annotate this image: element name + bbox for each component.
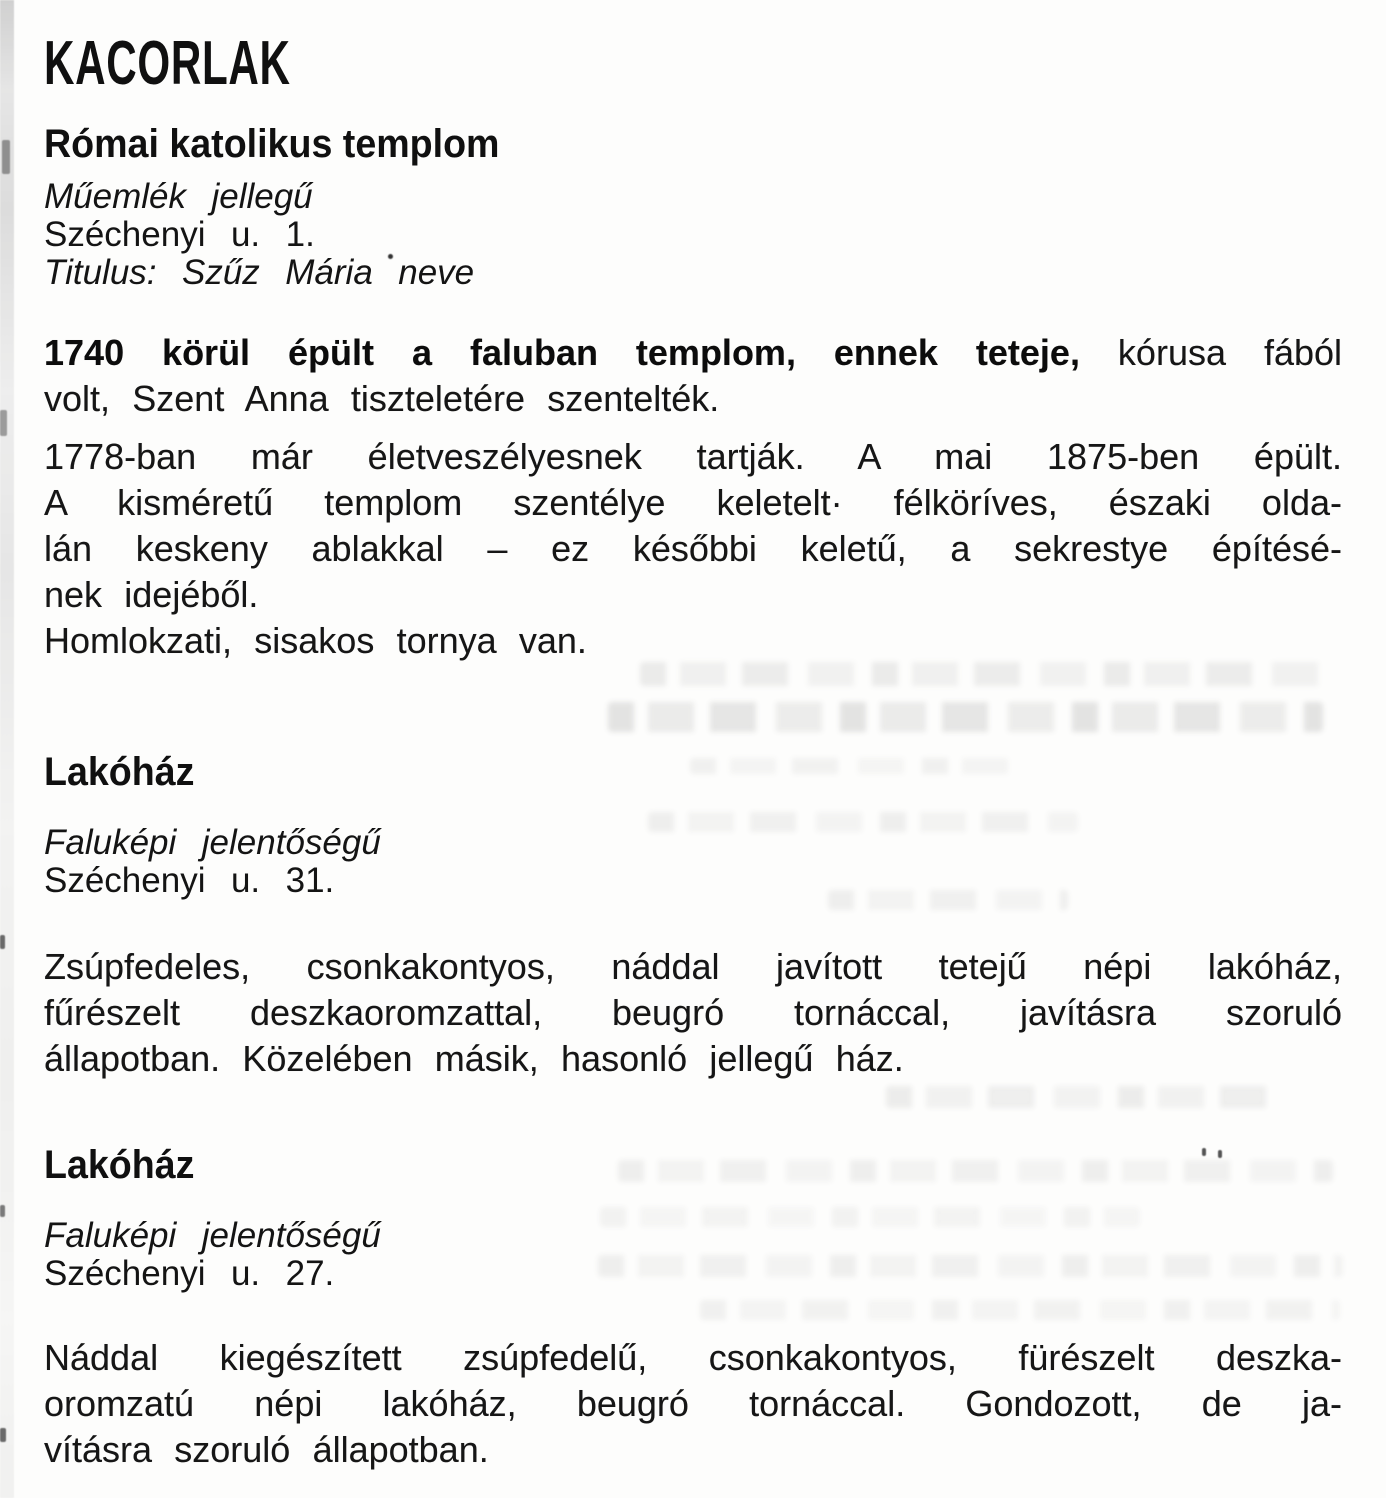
body-line: volt, Szent Anna tiszteletére szentelték. bbox=[44, 378, 720, 419]
paragraph bbox=[44, 618, 1342, 664]
paragraph bbox=[44, 944, 1342, 1082]
paragraph bbox=[44, 434, 1342, 618]
page-title: KACORLAK bbox=[44, 29, 291, 98]
section-house-27 bbox=[44, 1143, 1342, 1473]
body-line: lán keskeny ablakkal – ez későbbi keletű, a sekrestye építésé- bbox=[44, 528, 1342, 569]
body-line: nek idejéből. bbox=[44, 574, 259, 615]
section-house-31 bbox=[44, 750, 1342, 1082]
section-heading: Lakóház bbox=[44, 1143, 195, 1187]
body-line bbox=[44, 330, 1342, 376]
monument-designation: Faluképi jelentőségű bbox=[44, 1216, 381, 1255]
section-heading: Római katolikus templom bbox=[44, 122, 500, 166]
body-line: vításra szoruló állapotban. bbox=[44, 1429, 489, 1470]
monument-designation: Faluképi jelentőségű bbox=[44, 823, 381, 862]
body-line: oromzatú népi lakóház, beugró tornáccal. Gondozott, de ja- bbox=[44, 1383, 1342, 1424]
section-heading: Lakóház bbox=[44, 750, 195, 794]
address-line: Széchenyi u. 1. bbox=[44, 215, 315, 254]
body-line: fűrészelt deszkaoromzattal, beugró tornáccal, javításra szoruló bbox=[44, 992, 1342, 1033]
paragraph bbox=[44, 1335, 1342, 1473]
body-line: A kisméretű templom szentélye keletelt· félköríves, északi olda- bbox=[44, 482, 1342, 523]
address-line: Széchenyi u. 27. bbox=[44, 1254, 335, 1293]
emphasized-text: 1740 körül épült a faluban templom, ennek teteje, bbox=[44, 332, 1080, 373]
section-church bbox=[44, 122, 1342, 664]
titulus-line: Titulus: Szűz Mária neve bbox=[44, 253, 475, 292]
paragraph bbox=[44, 330, 1342, 422]
body-line: 1778-ban már életveszélyesnek tartják. A mai 1875-ben épült. bbox=[44, 436, 1342, 477]
body-line: Náddal kiegészített zsúpfedelű, csonkakontyos, fürészelt deszka- bbox=[44, 1337, 1342, 1378]
monument-designation: Műemlék jellegű bbox=[44, 177, 313, 216]
body-line: állapotban. Közelében másik, hasonló jellegű ház. bbox=[44, 1038, 904, 1079]
body-text: kórusa fából bbox=[1079, 332, 1343, 373]
body-line: Zsúpfedeles, csonkakontyos, náddal javított tetejű népi lakóház, bbox=[44, 946, 1342, 987]
address-line: Széchenyi u. 31. bbox=[44, 861, 335, 900]
body-line: Homlokzati, sisakos tornya van. bbox=[44, 620, 587, 661]
